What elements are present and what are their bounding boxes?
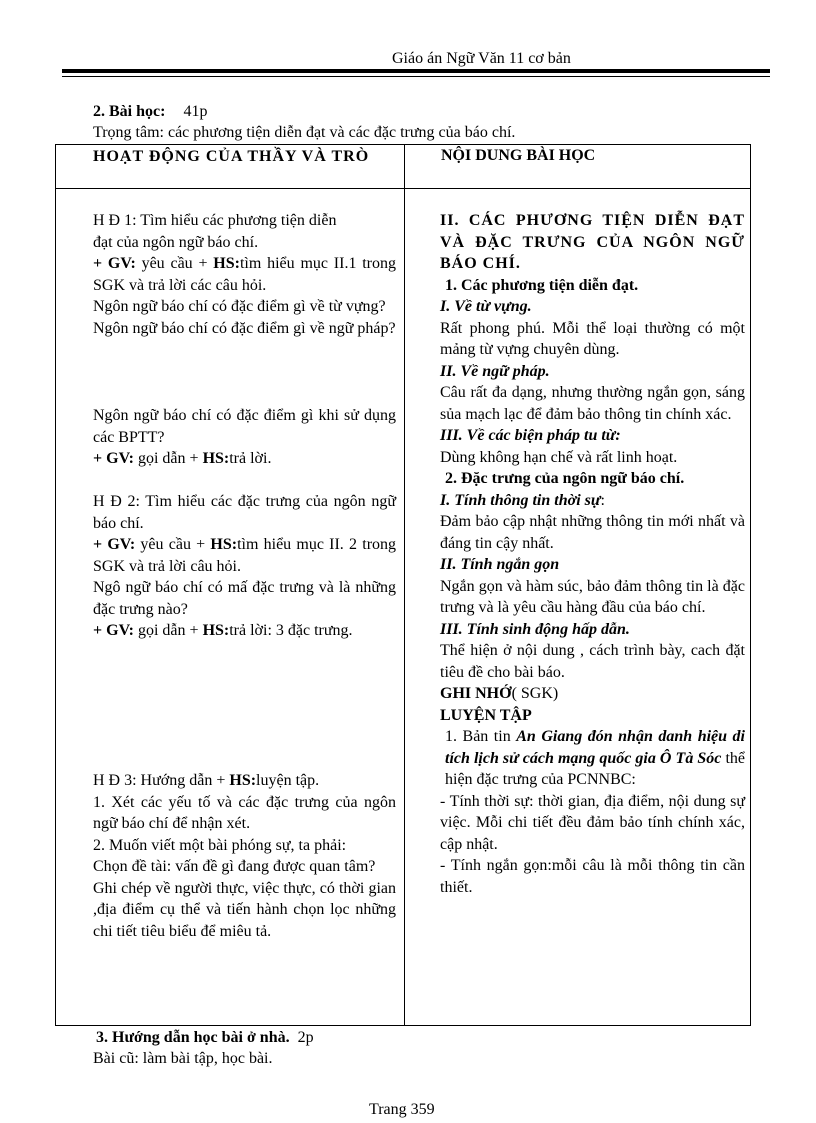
activity-2-title: H Đ 2: Tìm hiểu các đặc trưng của ngôn ngữ báo chí. [93, 493, 396, 532]
subsection-characteristics: 2. Đặc trưng của ngôn ngữ báo chí. [445, 470, 685, 487]
left-block-activity-2 [93, 491, 396, 642]
table-header-activities: HOẠT ĐỘNG CỦA THẦY VÀ TRÒ [93, 148, 370, 165]
rhetoric-text: Dùng không hạn chế và rất linh hoạt. [440, 448, 678, 466]
rhetoric-heading: III. Về các biện pháp tu từ: [440, 427, 621, 444]
question-grammar: Ngôn ngữ báo chí có đặc điểm gì về ngữ pháp? [93, 319, 396, 337]
homework-time: 2p [297, 1029, 314, 1046]
activity-3-title: H Đ 3: Hướng dẫn + HS:luyện tập. [93, 772, 320, 789]
vocabulary-heading: I. Về từ vựng. [440, 298, 532, 315]
old-lesson-note: Bài cũ: làm bài tập, học bài. [93, 1050, 273, 1067]
brevity-heading: II. Tính ngắn gọn [440, 556, 560, 573]
lesson-heading [93, 103, 207, 121]
activity-1-title: H Đ 1: Tìm hiểu các phương tiện diễn đạt của ngôn ngữ báo chí. [93, 212, 337, 251]
table-column-divider [404, 145, 405, 1025]
lesson-time: 41p [183, 103, 208, 120]
exercise-1: 1. Xét các yếu tố và các đặc trưng của ngôn ngữ báo chí để nhận xét. [93, 793, 396, 832]
exercise-2: 2. Muốn viết một bài phóng sự, ta phải: [93, 836, 347, 854]
exercise-2-topic: Chọn đề tài: vấn đề gì đang được quan tâm? [93, 858, 376, 875]
activity-1-instruction: + GV: yêu cầu + HS:tìm hiểu mục II.1 trong SGK và trả lời các câu hỏi. [93, 255, 397, 294]
vividness-text: Thể hiện ở nội dung , cách trình bày, cach đặt tiêu đề cho bài báo. [440, 642, 745, 681]
table-header-content: NỘI DUNG BÀI HỌC [441, 147, 596, 164]
section-title: II. CÁC PHƯƠNG TIỆN DIỄN ĐẠT VÀ ĐẶC TRƯNG CỦA NGÔN NGỮ BÁO CHÍ. [440, 212, 745, 272]
header-rule-thick [62, 69, 770, 73]
table-header-divider [56, 188, 750, 189]
right-content [440, 210, 745, 898]
grammar-text: Câu rất đa dạng, nhưng thường ngắn gọn, sáng sủa mạch lạc để đảm bảo thông tin chính xác. [440, 384, 745, 423]
homework-label: 3. Hướng dẫn học bài ở nhà. [96, 1029, 290, 1046]
left-block-activity-3 [93, 770, 396, 942]
activity-1-answer: + GV: gọi dẫn + HS:trả lời. [93, 450, 272, 467]
vividness-heading: III. Tính sinh động hấp dẫn. [440, 620, 630, 638]
lesson-focus: Trọng tâm: các phương tiện diễn đạt và các đặc trưng của báo chí. [93, 124, 516, 141]
grammar-heading: II. Về ngữ pháp. [440, 362, 550, 380]
activity-2-instruction: + GV: yêu cầu + HS:tìm hiểu mục II. 2 trong SGK và trả lời câu hỏi. [93, 536, 397, 575]
header-rule-thin [62, 76, 770, 77]
lesson-table [55, 144, 751, 1026]
note-heading: GHI NHỚ( SGK) [440, 685, 559, 702]
question-rhetoric: Ngôn ngữ báo chí có đặc điểm gì khi sử dụng các BPTT? [93, 407, 396, 446]
information-text: Đảm bảo cập nhật những thông tin mới nhất và đáng tin cậy nhất. [440, 513, 745, 552]
left-block-activity-1 [93, 210, 396, 339]
question-characteristics: Ngô ngữ báo chí có mấ đặc trưng và là những đặc trưng nào? [93, 579, 396, 618]
page-number: Trang 359 [369, 1101, 435, 1118]
vocabulary-text: Rất phong phú. Mỗi thể loại thường có một mảng từ vựng chuyên dùng. [440, 319, 745, 358]
exercise-2-notes: Ghi chép về người thực, việc thực, có thời gian ,địa điểm cụ thể và tiến hành chọn lọc những chi tiết tiêu biểu để miêu tả. [93, 879, 396, 940]
header-title: Giáo án Ngữ Văn 11 cơ bản [392, 50, 571, 67]
subsection-means: 1. Các phương tiện diễn đạt. [445, 276, 639, 294]
activity-2-answer: + GV: gọi dẫn + HS:trả lời: 3 đặc trưng. [93, 622, 353, 639]
practice-item-1: 1. Bản tin An Giang đón nhận danh hiệu di tích lịch sử cách mạng quốc gia Ô Tà Sóc thể hiện đặc trưng của PCNNBC: [445, 728, 746, 788]
practice-heading: LUYỆN TẬP [440, 706, 532, 724]
lesson-label: 2. Bài học: [93, 103, 166, 120]
practice-item-1-brevity: - Tính ngắn gọn:mỗi câu là mỗi thông tin cần thiết. [440, 857, 745, 896]
question-vocabulary: Ngôn ngữ báo chí có đặc điểm gì về từ vựng? [93, 298, 386, 315]
information-heading: I. Tính thông tin thời sự: [440, 491, 605, 509]
brevity-text: Ngắn gọn và hàm súc, bảo đảm thông tin là đặc trưng và là yêu cầu hàng đầu của báo chí. [440, 577, 745, 616]
practice-item-1-timeliness: - Tính thời sự: thời gian, địa điểm, nội dung sự việc. Mỗi chi tiết đều đảm bảo tính chính xác, cập nhật. [440, 792, 745, 853]
left-block-activity-1b [93, 405, 396, 470]
homework-heading [96, 1029, 314, 1047]
